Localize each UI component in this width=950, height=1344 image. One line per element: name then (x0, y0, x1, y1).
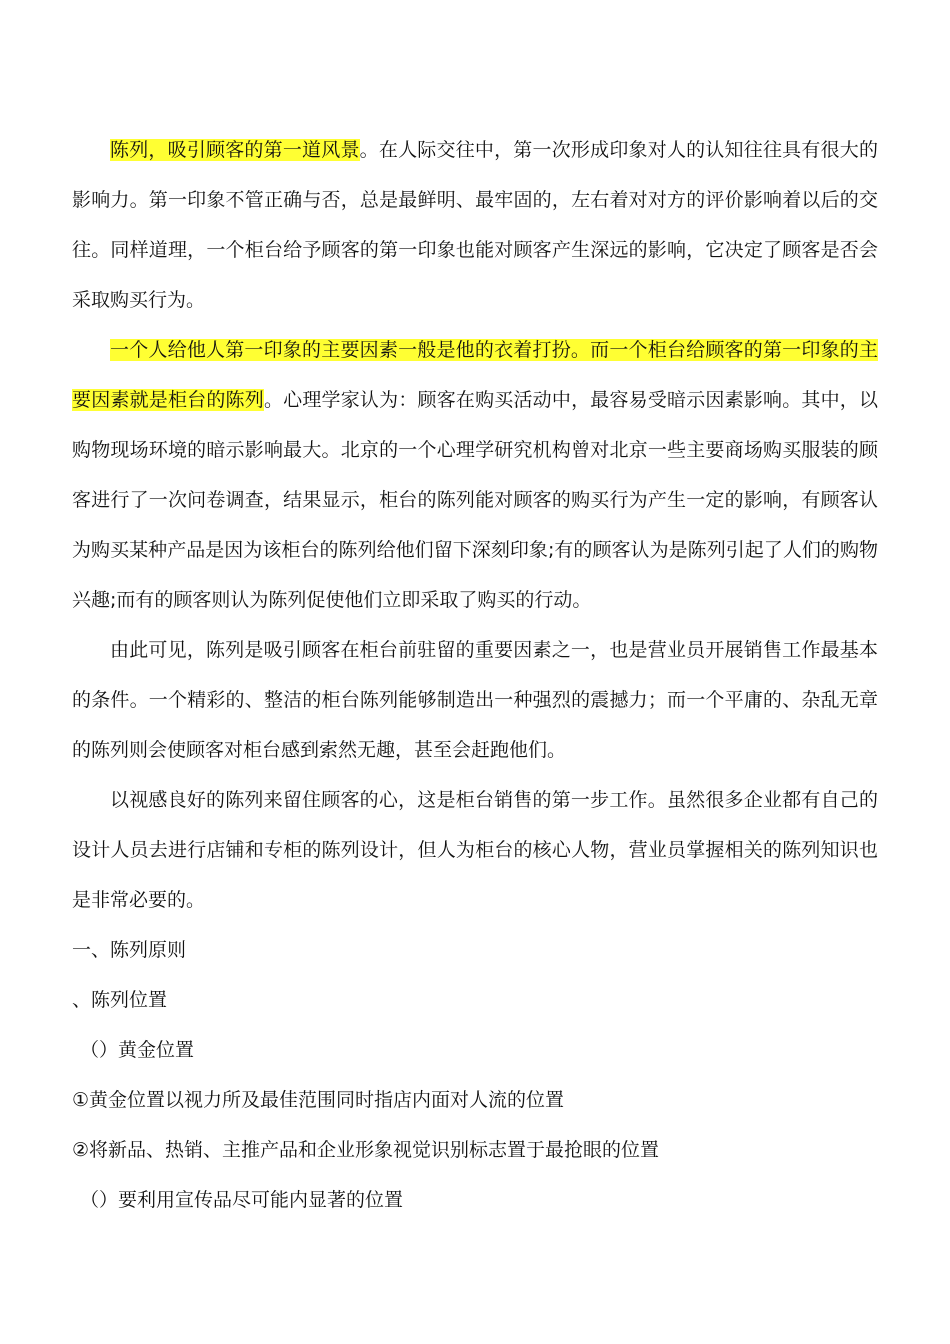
sub-subsection-heading: （）要利用宣传品尽可能内显著的位置 (80, 1189, 404, 1211)
section-heading: 一、陈列原则 (72, 939, 187, 961)
document-page (72, 125, 878, 1225)
subsection-heading: 、陈列位置 (72, 989, 168, 1011)
highlighted-text: 陈列，吸引顾客的第一道风景 (110, 139, 360, 161)
sub-subsection-heading: （）黄金位置 (80, 1039, 195, 1061)
paragraph-text: 。在人际交往中，第一次形成印象对人的认知往往具有很大的影响力。第一印象不管正确与否，总是最鲜明、最牢固的，左右着对对方的评价影响着以后的交往。同样道理，一个柜台给予顾客的第一印象也能对顾客产生深远的影响，它决定了顾客是否会采取购买行为。 (72, 139, 878, 311)
list-item: ①黄金位置以视力所及最佳范围同时指店内面对人流的位置 (72, 1089, 565, 1111)
paragraph-conclusion: 由此可见，陈列是吸引顾客在柜台前驻留的重要因素之一，也是营业员开展销售工作最基本的条件。一个精彩的、整洁的柜台陈列能够制造出一种强烈的震撼力；而一个平庸的、杂乱无章的陈列则会使顾客对柜台感到索然无趣，甚至会赶跑他们。 (72, 639, 878, 761)
paragraph-visual: 以视感良好的陈列来留住顾客的心，这是柜台销售的第一步工作。虽然很多企业都有自己的设计人员去进行店铺和专柜的陈列设计，但人为柜台的核心人物，营业员掌握相关的陈列知识也是非常必要的。 (72, 789, 878, 911)
list-item: ②将新品、热销、主推产品和企业形象视觉识别标志置于最抢眼的位置 (72, 1139, 660, 1161)
paragraph-intro (72, 125, 878, 325)
highlighted-text: 一个人给他人第一印象的主要因素一般是他的衣着打扮。而一个柜台给顾客的第一印象的主要因素就是柜台的陈列 (72, 339, 878, 411)
paragraph-first-impression (72, 325, 878, 625)
paragraph-text: 。心理学家认为：顾客在购买活动中，最容易受暗示因素影响。其中，以购物现场环境的暗示影响最大。北京的一个心理学研究机构曾对北京一些主要商场购买服装的顾客进行了一次问卷调查，结果显示，柜台的陈列能对顾客的购买行为产生一定的影响，有顾客认为购买某种产品是因为该柜台的陈列给他们留下深刻印象;有的顾客认为是陈列引起了人们的购物兴趣;而有的顾客则认为陈列促使他们立即采取了购买的行动。 (72, 389, 878, 611)
